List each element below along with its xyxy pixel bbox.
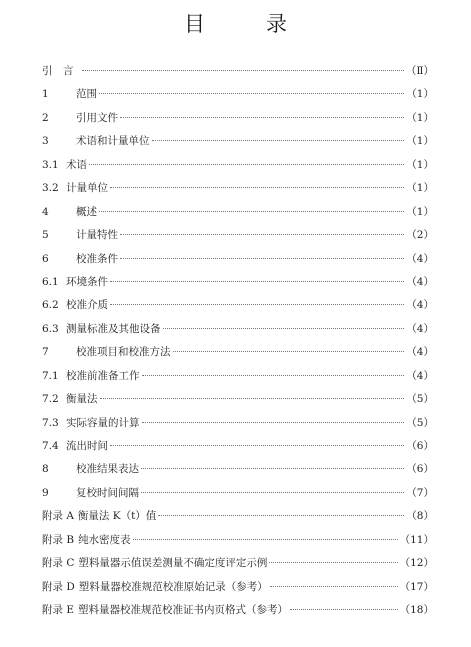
toc-entry-page: （4） (406, 322, 434, 335)
toc-entry-title: 衡量法 K（t）值 (77, 510, 157, 523)
toc-entry-number: 7.3 (42, 416, 59, 429)
toc-entry-title: 测量标准及其他设备 (66, 322, 161, 335)
toc-list (42, 60, 434, 623)
toc-entry[interactable] (42, 60, 434, 83)
toc-entry-page: （2） (406, 229, 434, 242)
toc-entry-page: （1） (406, 158, 434, 171)
toc-entry-number: 7 (42, 346, 49, 359)
toc-entry[interactable] (42, 529, 434, 552)
toc-entry-number: 引 言 (42, 65, 74, 77)
toc-entry-page: （1） (406, 111, 434, 124)
toc-entry-title: 复校时间间隔 (76, 486, 139, 499)
toc-entry-number: 1 (42, 88, 49, 101)
toc-entry[interactable] (42, 458, 434, 481)
toc-entry[interactable] (42, 388, 434, 411)
toc-entry[interactable] (42, 107, 434, 130)
dot-leader (173, 351, 405, 352)
toc-entry[interactable] (42, 482, 434, 505)
toc-entry-title: 范围 (76, 88, 97, 101)
toc-entry-number: 2 (42, 111, 49, 124)
toc-entry-page: （4） (406, 369, 434, 382)
toc-entry[interactable] (42, 576, 434, 599)
toc-entry-title: 环境条件 (66, 275, 108, 288)
toc-entry-number: 附录 D (42, 580, 75, 593)
toc-entry-page: （4） (406, 299, 434, 312)
dot-leader (141, 468, 404, 469)
dot-leader (158, 515, 404, 516)
toc-entry-title: 校准项目和校准方法 (76, 346, 171, 359)
toc-entry-number: 附录 E (42, 604, 75, 617)
toc-entry-number: 3 (42, 135, 49, 148)
toc-entry-page: （1） (406, 135, 434, 148)
dot-leader (120, 117, 404, 118)
toc-entry-page: （1） (406, 205, 434, 218)
toc-entry-page: （6） (406, 440, 434, 452)
toc-entry-page: （11） (399, 533, 434, 546)
toc-entry-number: 4 (42, 205, 49, 218)
dot-leader (110, 187, 404, 188)
toc-entry[interactable] (42, 271, 434, 294)
dot-leader (120, 258, 404, 259)
dot-leader (110, 445, 404, 446)
dot-leader (82, 70, 404, 71)
toc-entry[interactable] (42, 365, 434, 388)
toc-entry[interactable] (42, 341, 434, 364)
toc-entry-title: 术语和计量单位 (76, 135, 150, 148)
toc-entry-title: 计量特性 (76, 229, 118, 242)
toc-entry-number: 6.3 (42, 322, 59, 335)
toc-entry-title: 计量单位 (66, 182, 108, 195)
dot-leader (99, 211, 404, 212)
dot-leader (152, 140, 405, 141)
toc-entry-page: （4） (406, 346, 434, 359)
toc-entry-page: （Ⅱ） (405, 65, 434, 77)
dot-leader (163, 328, 405, 329)
toc-entry-number: 3.1 (42, 158, 59, 171)
toc-entry[interactable] (42, 177, 434, 200)
toc-entry-page: （17） (399, 580, 434, 593)
dot-leader (133, 539, 398, 540)
dot-leader (269, 562, 397, 563)
dot-leader (290, 609, 398, 610)
dot-leader (142, 422, 405, 423)
toc-entry-number: 附录 C (42, 557, 75, 570)
toc-entry-number: 附录 A (42, 510, 74, 523)
toc-entry-title: 纯水密度表 (78, 533, 131, 546)
toc-entry-title: 校准介质 (66, 299, 108, 312)
toc-entry-number: 7.2 (42, 393, 59, 406)
toc-entry-page: （6） (406, 463, 434, 476)
toc-entry[interactable] (42, 294, 434, 317)
toc-entry-title: 塑料量器校准规范校准证书内页格式（参考） (78, 604, 289, 617)
toc-entry-title: 概述 (76, 205, 97, 218)
toc-entry[interactable] (42, 201, 434, 224)
toc-entry-number: 6.2 (42, 299, 59, 312)
toc-entry-title: 校准条件 (76, 252, 118, 265)
toc-entry-page: （7） (406, 486, 434, 499)
toc-entry-title: 衡量法 (66, 393, 98, 406)
toc-entry-number: 5 (42, 229, 49, 242)
toc-entry-page: （18） (399, 604, 434, 617)
dot-leader (270, 586, 398, 587)
toc-entry[interactable] (42, 154, 434, 177)
toc-entry-page: （5） (406, 393, 434, 406)
toc-entry-title: 实际容量的计算 (66, 416, 140, 429)
toc-entry-page: （1） (406, 182, 434, 195)
toc-entry-title: 校准结果表达 (76, 463, 139, 476)
dot-leader (120, 234, 404, 235)
toc-entry-number: 3.2 (42, 182, 59, 195)
toc-entry-number: 6.1 (42, 275, 59, 288)
toc-entry[interactable] (42, 224, 434, 247)
dot-leader (142, 375, 405, 376)
toc-entry[interactable] (42, 318, 434, 341)
dot-leader (141, 492, 404, 493)
dot-leader (89, 164, 404, 165)
toc-entry-page: （4） (406, 275, 434, 288)
toc-entry-title: 塑料量器校准规范校准原始记录（参考） (78, 580, 268, 593)
dot-leader (99, 93, 404, 94)
toc-entry-number: 9 (42, 486, 49, 499)
toc-entry-title: 术语 (66, 158, 87, 171)
dot-leader (100, 398, 405, 399)
toc-entry-number: 7.4 (42, 440, 59, 452)
toc-entry-page: （1） (406, 88, 434, 101)
toc-entry[interactable] (42, 248, 434, 271)
toc-entry[interactable] (42, 435, 434, 458)
toc-entry[interactable] (42, 83, 434, 106)
toc-entry-page: （12） (399, 557, 434, 570)
toc-entry[interactable] (42, 412, 434, 435)
toc-entry-number: 8 (42, 463, 49, 476)
page-title: 目 录 (184, 12, 307, 36)
toc-entry-number: 6 (42, 252, 49, 265)
toc-entry-title: 塑料量器示值误差测量不确定度评定示例 (78, 557, 268, 570)
toc-entry-page: （8） (406, 510, 434, 523)
toc-entry[interactable] (42, 552, 434, 575)
toc-entry-page: （5） (406, 416, 434, 429)
dot-leader (110, 281, 404, 282)
toc-entry[interactable] (42, 130, 434, 153)
toc-entry-number: 附录 B (42, 533, 75, 546)
toc-entry[interactable] (42, 599, 434, 622)
dot-leader (110, 304, 404, 305)
toc-entry-page: （4） (406, 252, 434, 265)
toc-entry-number: 7.1 (42, 369, 59, 382)
toc-entry-title: 流出时间 (66, 440, 108, 452)
toc-entry-title: 引用文件 (76, 111, 118, 124)
toc-entry[interactable] (42, 505, 434, 528)
toc-entry-title: 校准前准备工作 (66, 369, 140, 382)
